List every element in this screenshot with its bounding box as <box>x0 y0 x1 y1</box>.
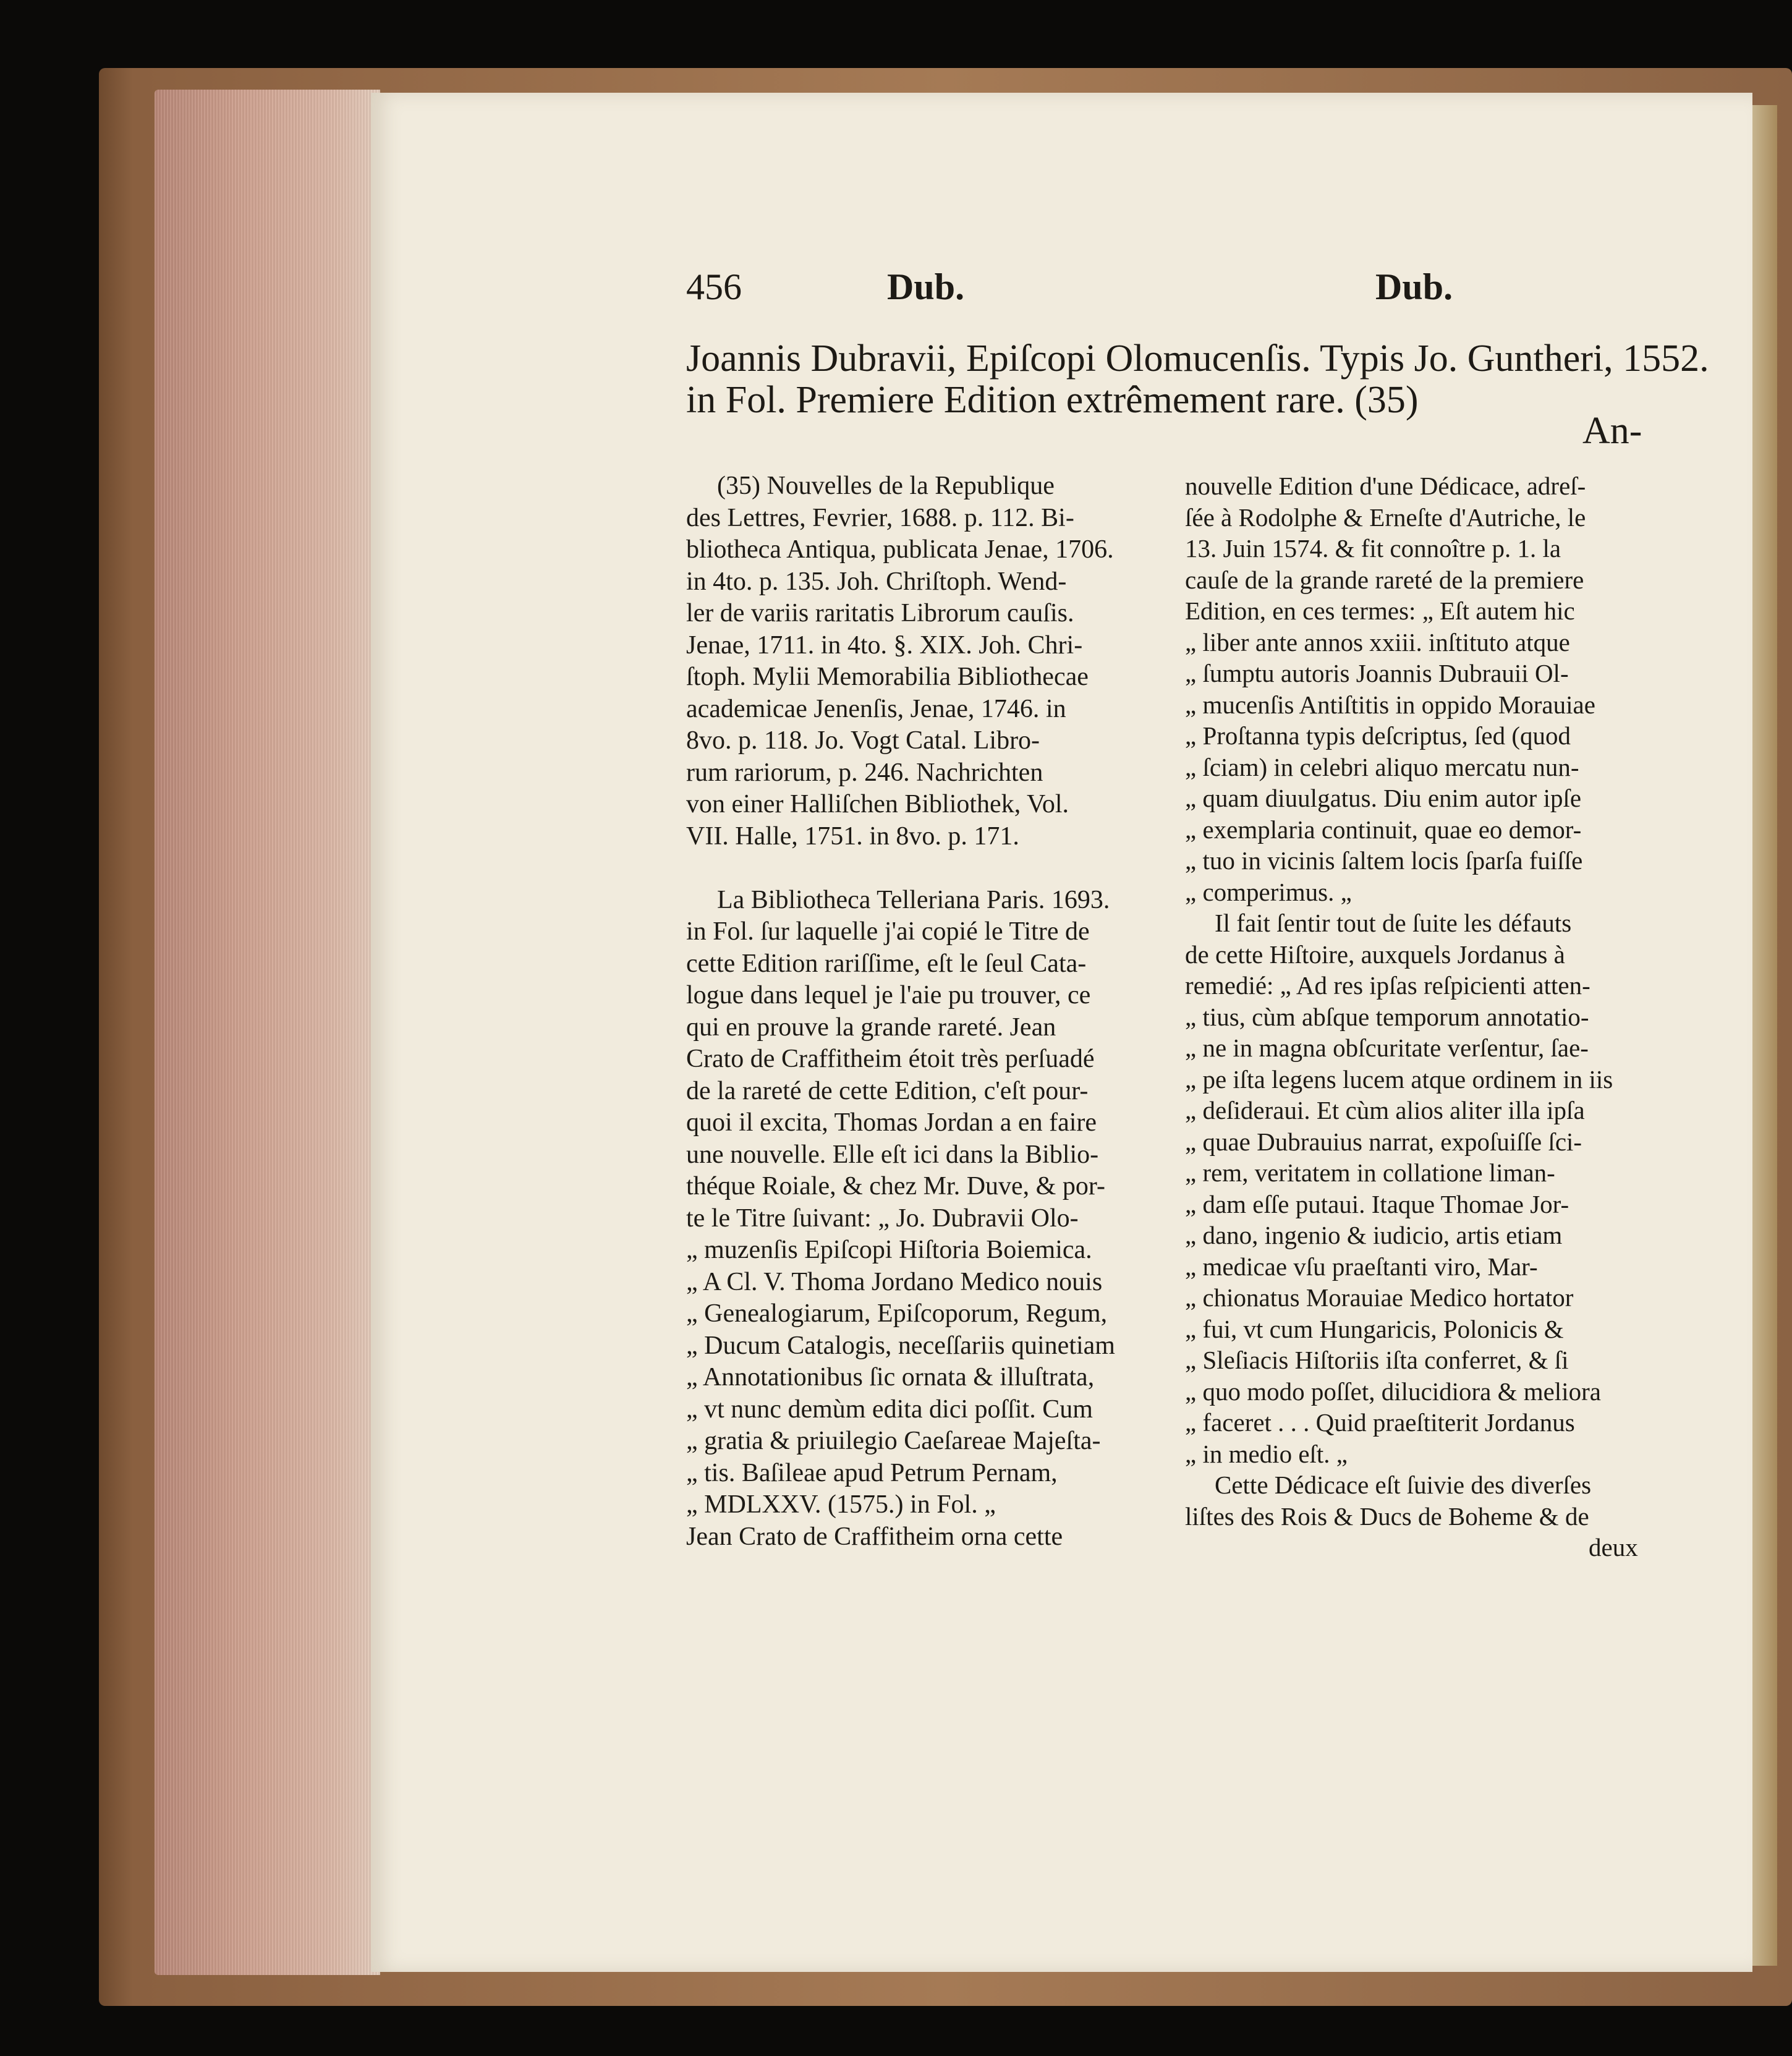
left-column-line: „ MDLXXV. (1575.) in Fol. „ <box>686 1490 996 1519</box>
left-column-line: VII. Halle, 1751. in 8vo. p. 171. <box>686 822 1019 851</box>
left-column-line: „ muzenſis Epiſcopi Hiſtoria Boiemica. <box>686 1236 1092 1264</box>
left-column-line: (35) Nouvelles de la Republique <box>717 472 1055 500</box>
right-column-line: „ quae Dubrauius narrat, expoſuiſſe ſci- <box>1185 1127 1582 1156</box>
right-column-line: „ comperimus. „ <box>1185 877 1352 906</box>
left-column-line: „ vt nunc demùm edita dici poſſit. Cum <box>686 1395 1093 1424</box>
facing-page-edge <box>1752 105 1777 1966</box>
left-column-line: in 4to. p. 135. Joh. Chriſtoph. Wend- <box>686 567 1067 596</box>
right-column-line: de cette Hiſtoire, auxquels Jordanus à <box>1185 940 1565 969</box>
right-column-line: deux <box>1589 1533 1638 1561</box>
right-column-line: „ ſciam) in celebri aliquo mercatu nun- <box>1185 752 1579 781</box>
right-column-line: „ liber ante annos xxiii. inſtituto atque <box>1185 627 1570 656</box>
right-column-line: „ tius, cùm abſque temporum annotatio- <box>1185 1002 1589 1031</box>
right-column-line: 13. Juin 1574. & fit connoître p. 1. la <box>1185 534 1561 563</box>
left-column-line: Jean Crato de Craffitheim orna cette <box>686 1522 1063 1551</box>
right-column-line: „ deſideraui. Et cùm alios aliter illa ipſa <box>1185 1096 1585 1124</box>
right-column-line: „ quo modo poſſet, dilucidiora & meliora <box>1185 1377 1601 1406</box>
left-column-line: „ tis. Baſileae apud Petrum Pernam, <box>686 1458 1058 1487</box>
page-number: 456 <box>686 266 742 307</box>
right-column-line: „ dam eſſe putaui. Itaque Thomae Jor- <box>1185 1189 1569 1218</box>
left-column-line: ler de variis raritatis Librorum cauſis. <box>686 599 1074 627</box>
left-column-line: logue dans lequel je l'aie pu trouver, ce <box>686 981 1091 1009</box>
left-column-line: „ gratia & priuilegio Caeſareae Majeſta- <box>686 1427 1101 1455</box>
left-column-line: 8vo. p. 118. Jo. Vogt Catal. Libro- <box>686 726 1040 755</box>
left-column-line: bliotheca Antiqua, publicata Jenae, 1706. <box>686 535 1114 564</box>
catchword-an: An- <box>1582 410 1642 452</box>
left-column-line: „ A Cl. V. Thoma Jordano Medico nouis <box>686 1267 1103 1296</box>
title-line-1: Joannis Dubravii, Epiſcopi Olomucenſis. Typis Jo. Guntheri, 1552. <box>686 338 1709 380</box>
left-column-line: rum rariorum, p. 246. Nachrichten <box>686 758 1043 787</box>
right-column-line: „ exemplaria continuit, quae eo demor- <box>1185 815 1582 844</box>
right-column-line: „ rem, veritatem in collatione liman- <box>1185 1158 1555 1187</box>
right-column-line: „ quam diuulgatus. Diu enim autor ipſe <box>1185 784 1582 812</box>
left-column-line: des Lettres, Fevrier, 1688. p. 112. Bi- <box>686 503 1074 532</box>
right-column-line: ſée à Rodolphe & Erneſte d'Autriche, le <box>1185 503 1586 532</box>
right-column-line: Il fait ſentir tout de ſuite les défauts <box>1215 909 1572 937</box>
left-column-line: academicae Jenenſis, Jenae, 1746. in <box>686 694 1066 723</box>
right-column-line: „ in medio eſt. „ <box>1185 1439 1348 1468</box>
right-column-line: liſtes des Rois & Ducs de Boheme & de <box>1185 1502 1589 1531</box>
right-column-line: „ mucenſis Antiſtitis in oppido Morauiae <box>1185 690 1595 719</box>
left-column-line: von einer Halliſchen Bibliothek, Vol. <box>686 790 1069 818</box>
left-column-line: Jenae, 1711. in 4to. §. XIX. Joh. Chri- <box>686 631 1083 660</box>
right-column-line: „ fui, vt cum Hungaricis, Polonicis & <box>1185 1314 1564 1343</box>
left-column-line: Crato de Craffitheim étoit très perſuadé <box>686 1045 1095 1073</box>
left-column-line: de la rareté de cette Edition, c'eſt pour- <box>686 1076 1089 1105</box>
left-column-line: in Fol. ſur laquelle j'ai copié le Titre de <box>686 917 1090 946</box>
left-column-line: théque Roiale, & chez Mr. Duve, & por- <box>686 1172 1105 1200</box>
left-column-line: te le Titre ſuivant: „ Jo. Dubravii Olo- <box>686 1204 1079 1233</box>
right-column-line: „ dano, ingenio & iudicio, artis etiam <box>1185 1221 1563 1249</box>
left-catchword: Dub. <box>887 266 965 307</box>
left-column-line: „ Annotationibus ſic ornata & illuſtrata, <box>686 1363 1095 1391</box>
right-column-line: Edition, en ces termes: „ Eſt autem hic <box>1185 597 1575 625</box>
left-column-line: une nouvelle. Elle eſt ici dans la Biblio- <box>686 1140 1099 1169</box>
left-column-line: ſtoph. Mylii Memorabilia Bibliothecae <box>686 663 1089 691</box>
right-column-line: „ Proſtanna typis deſcriptus, ſed (quod <box>1185 721 1571 750</box>
right-column-line: „ tuo in vicinis ſaltem locis ſparſa fuiſſe <box>1185 846 1583 875</box>
right-column-line: Cette Dédicace eſt ſuivie des diverſes <box>1215 1471 1592 1499</box>
left-column-line: quoi il excita, Thomas Jordan a en faire <box>686 1108 1097 1137</box>
left-column-line: La Bibliotheca Telleriana Paris. 1693. <box>717 885 1110 914</box>
right-column-line: nouvelle Edition d'une Dédicace, adreſ- <box>1185 472 1586 500</box>
left-column-line: cette Edition rariſſime, eſt le ſeul Cata- <box>686 949 1087 978</box>
left-column-line: qui en prouve la grande rareté. Jean <box>686 1013 1056 1042</box>
right-column-line: „ ne in magna obſcuritate verſentur, ſae- <box>1185 1034 1589 1062</box>
right-column-line: „ medicae vſu praeſtanti viro, Mar- <box>1185 1252 1538 1281</box>
left-column-line: „ Ducum Catalogis, neceſſariis quinetiam <box>686 1331 1115 1360</box>
right-column-line: „ ſumptu autoris Joannis Dubrauii Ol- <box>1185 659 1569 687</box>
page-edges <box>155 90 380 1975</box>
left-column-line: „ Genealogiarum, Epiſcoporum, Regum, <box>686 1299 1108 1328</box>
right-column-line: cauſe de la grande rareté de la premiere <box>1185 565 1584 594</box>
right-column-line: „ faceret . . . Quid praeſtiterit Jordanus <box>1185 1408 1575 1437</box>
right-column-line: „ Sleſiacis Hiſtoriis iſta conferret, & ſi <box>1185 1346 1569 1374</box>
right-column-line: „ pe iſta legens lucem atque ordinem in iis <box>1185 1064 1613 1094</box>
title-line-2: in Fol. Premiere Edition extrêmement rare. (35) <box>686 379 1419 421</box>
right-column-line: remedié: „ Ad res ipſas reſpicienti atten- <box>1185 971 1590 1000</box>
right-catchword: Dub. <box>1375 266 1453 307</box>
right-column-line: „ chionatus Morauiae Medico hortator <box>1185 1283 1574 1312</box>
